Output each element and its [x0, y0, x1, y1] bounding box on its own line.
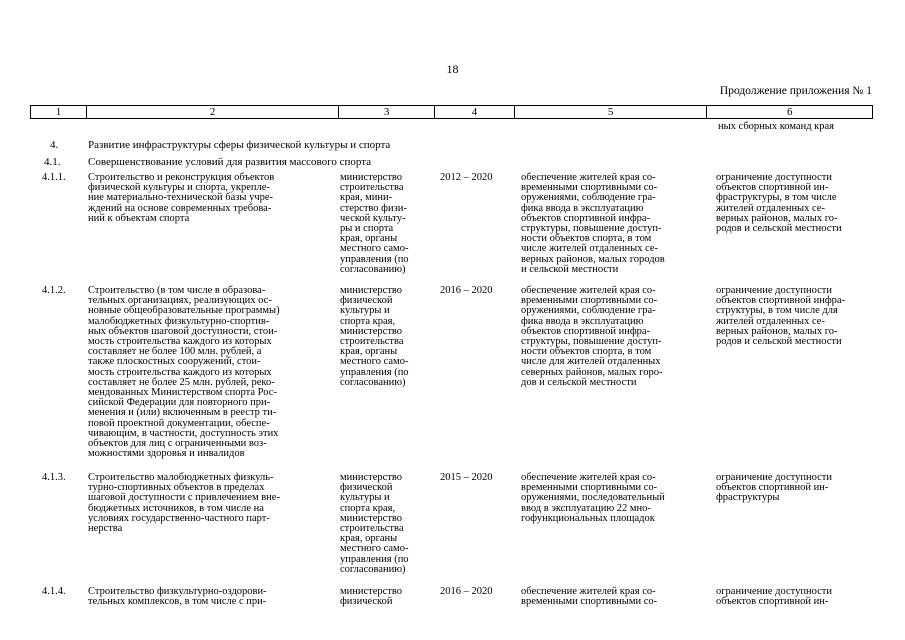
measure-name-line: бюджетных источников, в том числе на — [88, 502, 264, 514]
measure-name-line: условиях государственно-частного парт- — [88, 512, 270, 524]
expected-result-line: временными спортивными со- — [521, 596, 658, 608]
consequences-line: жителей отдаленных се- — [716, 315, 825, 327]
measure-name-line: тельных комплексов, в том числе с при- — [88, 596, 267, 608]
expected-result-line: числе для жителей отдаленных — [521, 356, 661, 368]
measure-name-line: объектов для лиц с ограниченными воз- — [88, 438, 267, 450]
expected-result-line: гофункциональных площадок — [521, 512, 655, 524]
executor-line: ры и спорта — [340, 223, 394, 235]
expected-result — [521, 286, 662, 388]
expected-result-line: и сельской местности — [521, 263, 619, 275]
expected-result-line: обеспечение жителей края со- — [521, 172, 656, 183]
executor-line: спорта края, — [340, 315, 396, 327]
consequences-line: ограничение доступности — [716, 172, 833, 183]
executor-line: ческой культу- — [340, 212, 406, 224]
executor-line: местного само- — [340, 356, 409, 368]
executor-line: согласованию) — [340, 376, 406, 388]
executor-line: министерство — [340, 325, 403, 337]
carryover-text: ных сборных команд края — [718, 121, 835, 132]
consequences-line: родов и сельской местности — [716, 336, 842, 348]
measure-name — [88, 173, 274, 224]
consequences-line: фраструктуры — [716, 492, 780, 504]
executor-line: края, органы — [340, 233, 398, 245]
column-header-4: 4 — [434, 106, 514, 118]
executor-line: министерство — [340, 172, 403, 183]
measure-name-line: Строительство (в том числе в образова- — [88, 285, 266, 296]
section-title: Развитие инфраструктуры сферы физической культуры и спорта — [88, 139, 391, 151]
continuation-label: Продолжение приложения № 1 — [719, 85, 872, 97]
consequences-line: объектов спортивной ин- — [716, 482, 829, 494]
period: 2012 – 2020 — [440, 172, 493, 183]
measure-name-line: менения и (или) включенным в реестр ти- — [88, 407, 277, 419]
expected-result-line: дов и сельской местности — [521, 376, 637, 388]
executor-line: физической — [340, 482, 393, 494]
expected-result-line: ности объектов спорта, в том — [521, 233, 652, 245]
measure-name — [88, 286, 280, 459]
executor-line: управления (по — [340, 366, 409, 378]
measure-name-line: ждений на основе современных требова- — [88, 202, 272, 214]
column-header-row — [30, 105, 873, 119]
consequences — [716, 473, 832, 504]
column-header-5: 5 — [514, 106, 707, 118]
expected-result-line: обеспечение жителей края со- — [521, 586, 656, 597]
executor-line: министерство — [340, 512, 403, 524]
executor-line: края, мини- — [340, 192, 393, 204]
column-header-1: 1 — [55, 106, 62, 118]
expected-result-line: временными спортивными со- — [521, 182, 658, 194]
executor-line: согласованию) — [340, 263, 406, 275]
section-number: 4. — [50, 139, 59, 151]
executor — [340, 286, 409, 388]
measure-name-line: составляет не более 25 млн. рублей, реко- — [88, 376, 275, 388]
measure-name-line: повой проектной документации, обеспе- — [88, 417, 270, 429]
subsection-title: Совершенствование условий для развития массового спорта — [88, 156, 372, 168]
expected-result-line: объектов спортивной инфра- — [521, 325, 651, 337]
consequences — [716, 173, 842, 234]
measure-name-line: мость строительства каждого из которых — [88, 366, 272, 378]
measure-name-line: малобюджетных физкультурно-спортив- — [88, 315, 270, 327]
row-number: 4.1.2. — [42, 285, 66, 296]
measure-name-line: Строительство и реконструкция объектов — [88, 172, 275, 183]
period: 2016 – 2020 — [440, 586, 493, 597]
measure-name-line: сийской Федерации для повторного при- — [88, 397, 271, 409]
column-header-2: 2 — [86, 106, 338, 118]
executor-line: управления (по — [340, 553, 409, 565]
executor-line: местного само- — [340, 243, 409, 255]
expected-result-line: оружениями, соблюдение гра- — [521, 305, 656, 317]
expected-result — [521, 173, 665, 275]
executor-line: края, органы — [340, 346, 398, 358]
executor-line: строительства — [340, 182, 404, 194]
subsection-number: 4.1. — [44, 156, 61, 168]
expected-result-line: обеспечение жителей края со- — [521, 285, 656, 296]
column-header-6: 6 — [706, 106, 872, 118]
measure-name-line: чивающим, в частности, доступность этих — [88, 427, 279, 439]
measure-name-line: ных объектов шаговой доступности, стои- — [88, 325, 278, 337]
executor-line: физической — [340, 596, 393, 608]
executor-line: министерство — [340, 586, 403, 597]
executor-line: физической — [340, 295, 393, 307]
measure-name-line: новные общеобразовательные программы) — [88, 305, 280, 317]
executor-line: спорта края, — [340, 502, 396, 514]
executor-line: стерство физи- — [340, 202, 407, 214]
consequences-line: объектов спортивной ин- — [716, 182, 829, 194]
consequences-line: фраструктуры, в том числе — [716, 192, 837, 204]
measure-name-line: Строительство малобюджетных физкуль- — [88, 472, 274, 483]
expected-result-line: временными спортивными со- — [521, 482, 658, 494]
measure-name-line: ний к объектам спорта — [88, 212, 190, 224]
measure-name — [88, 587, 267, 607]
consequences-line: ограничение доступности — [716, 586, 833, 597]
executor-line: местного само- — [340, 543, 409, 555]
executor-line: строительства — [340, 336, 404, 348]
expected-result — [521, 587, 657, 607]
page-number: 18 — [446, 62, 459, 76]
expected-result-line: верных районов, малых городов — [521, 253, 665, 265]
measure-name-line: мендованных Министерством спорта Рос- — [88, 387, 277, 399]
measure-name-line: также плоскостных сооружений, стои- — [88, 356, 261, 368]
expected-result-line: оружениями, последовательный — [521, 492, 665, 504]
measure-name-line: составляет не более 100 млн. рублей, а — [88, 346, 262, 358]
expected-result-line: объектов спортивной инфра- — [521, 212, 651, 224]
executor — [340, 587, 402, 607]
expected-result-line: структуры, повышение доступ- — [521, 223, 662, 235]
consequences-line: ограничение доступности — [716, 285, 833, 296]
expected-result — [521, 473, 665, 524]
expected-result-line: числе жителей отдаленных се- — [521, 243, 659, 255]
consequences-line: верных районов, малых го- — [716, 325, 838, 337]
expected-result-line: временными спортивными со- — [521, 295, 658, 307]
consequences-line: структуры, в том числе для — [716, 305, 838, 317]
expected-result-line: ввод в эксплуатацию 22 мно- — [521, 502, 651, 514]
period: 2016 – 2020 — [440, 285, 493, 296]
measure-name-line: можностями здоровья и инвалидов — [88, 448, 245, 460]
consequences-line: объектов спортивной инфра- — [716, 295, 846, 307]
executor-line: строительства — [340, 523, 404, 535]
consequences-line: родов и сельской местности — [716, 223, 842, 235]
consequences-line: объектов спортивной ин- — [716, 596, 829, 608]
row-number: 4.1.4. — [42, 586, 66, 597]
measure-name — [88, 473, 280, 534]
expected-result-line: структуры, повышение доступ- — [521, 336, 662, 348]
expected-result-line: фика ввода в эксплуатацию — [521, 315, 644, 327]
expected-result-line: оружениями, соблюдение гра- — [521, 192, 656, 204]
measure-name-line: Строительство физкультурно-оздорови- — [88, 586, 267, 597]
measure-name-line: физической культуры и спорта, укрепле- — [88, 182, 270, 194]
row-number: 4.1.1. — [42, 172, 66, 183]
executor-line: культуры и — [340, 305, 390, 317]
consequences — [716, 286, 845, 347]
executor — [340, 173, 409, 275]
consequences-line: жителей отдаленных се- — [716, 202, 825, 214]
measure-name-line: турно-спортивных объектов в пределах — [88, 482, 265, 494]
measure-name-line: тельных организациях, реализующих ос- — [88, 295, 272, 307]
measure-name-line: нерства — [88, 523, 123, 535]
executor — [340, 473, 409, 575]
column-header-3: 3 — [338, 106, 434, 118]
executor-line: управления (по — [340, 253, 409, 265]
executor-line: министерство — [340, 472, 403, 483]
consequences-line: верных районов, малых го- — [716, 212, 838, 224]
consequences-line: ограничение доступности — [716, 472, 833, 483]
expected-result-line: северных районов, малых горо- — [521, 366, 663, 378]
executor-line: края, органы — [340, 533, 398, 545]
executor-line: культуры и — [340, 492, 390, 504]
expected-result-line: ности объектов спорта, в том — [521, 346, 652, 358]
period: 2015 – 2020 — [440, 472, 493, 483]
expected-result-line: обеспечение жителей края со- — [521, 472, 656, 483]
expected-result-line: фика ввода в эксплуатацию — [521, 202, 644, 214]
consequences — [716, 587, 832, 607]
measure-name-line: мость строительства каждого из которых — [88, 336, 272, 348]
row-number: 4.1.3. — [42, 472, 66, 483]
measure-name-line: шаговой доступности с привлечением вне- — [88, 492, 280, 504]
executor-line: согласованию) — [340, 563, 406, 575]
measure-name-line: ние материально-технической базы учре- — [88, 192, 274, 204]
executor-line: министерство — [340, 285, 403, 296]
